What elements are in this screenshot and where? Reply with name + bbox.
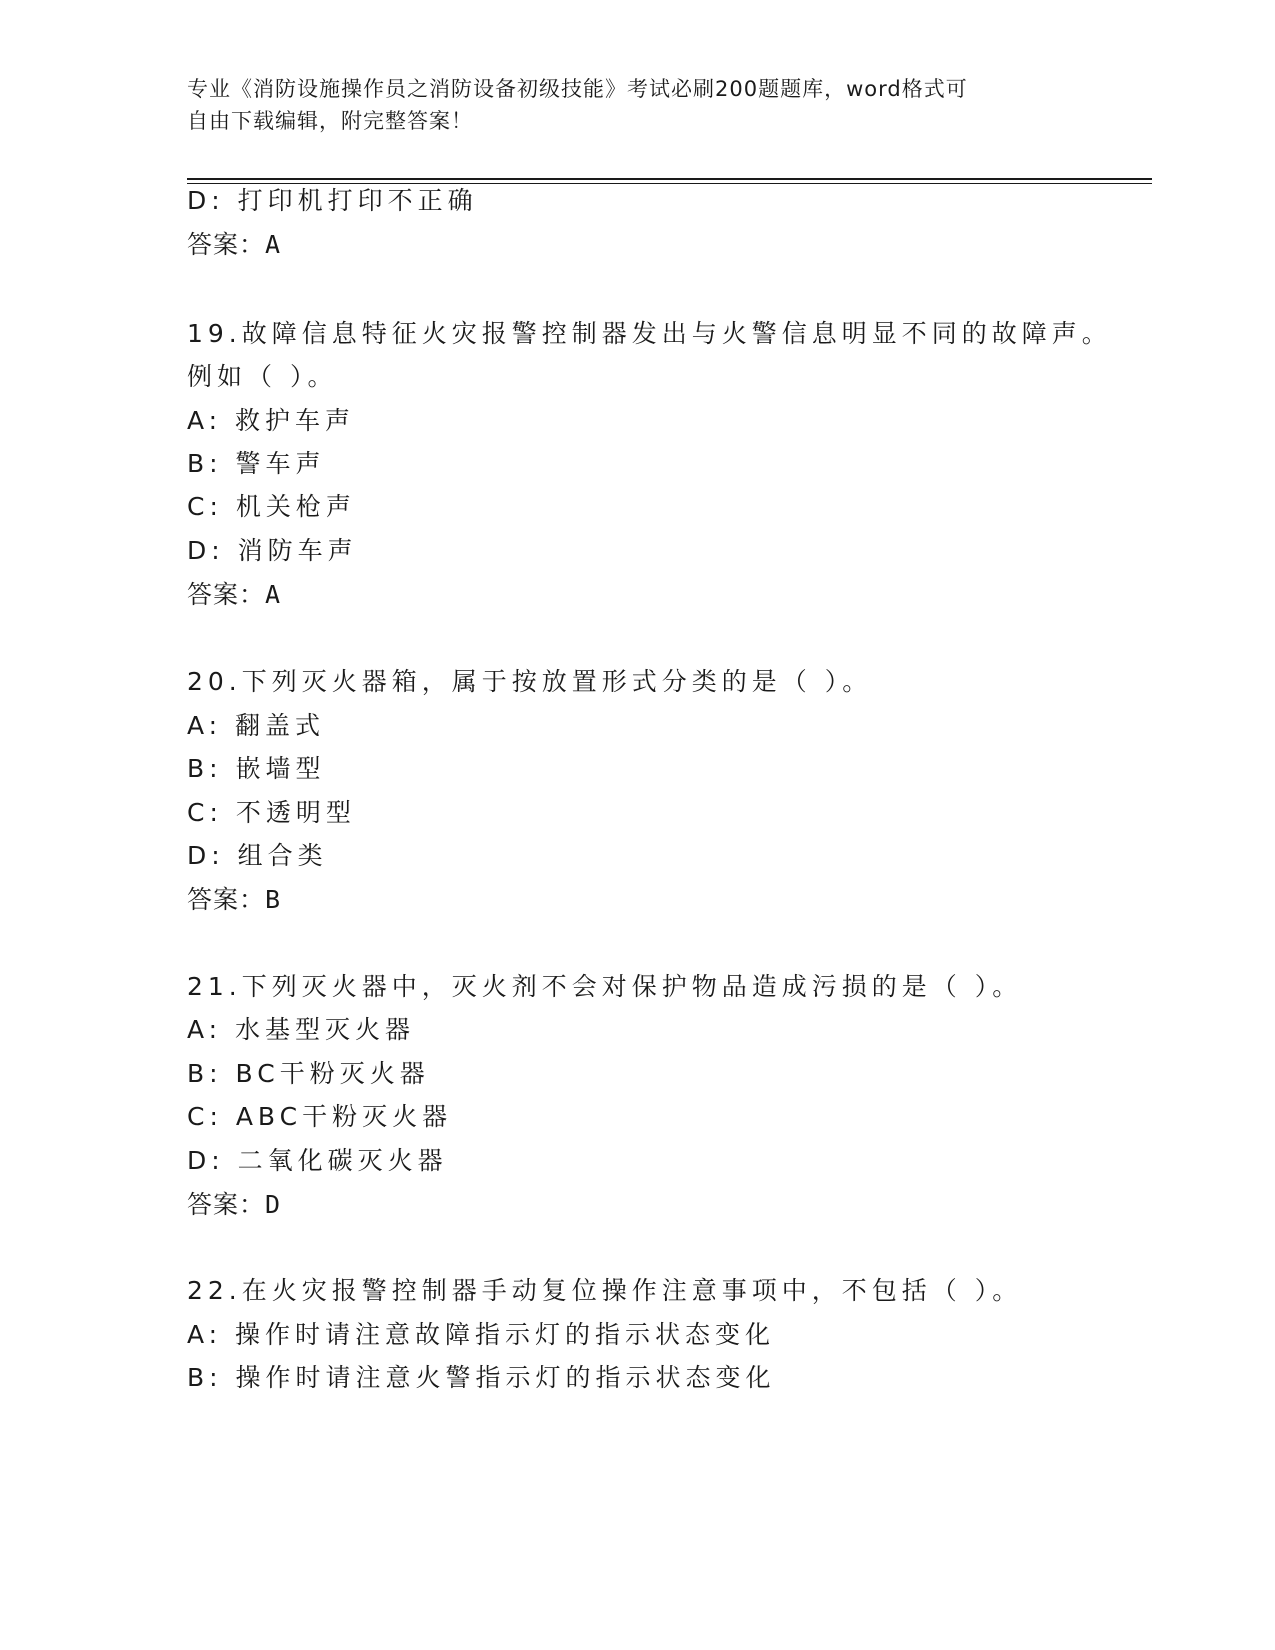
q20-option-d: D: 组合类 [187,841,328,870]
q19-answer [187,579,281,611]
q21-option-b: B: BC干粉灭火器 [187,1059,430,1088]
header-line-1: 专业《消防设施操作员之消防设备初级技能》考试必刷200题题库，word格式可 [187,77,968,101]
prev-option-d: D: 打印机打印不正确 [187,186,478,215]
q20-option-c: C: 不透明型 [187,798,356,827]
q19-option-c: C: 机关枪声 [187,492,356,521]
prev-answer [187,229,281,261]
q22-option-a: A: 操作时请注意故障指示灯的指示状态变化 [187,1320,776,1349]
answer-label: 答案： [187,580,266,609]
answer-value: A [265,580,282,609]
q19-text-line-1: 19.故障信息特征火灾报警控制器发出与火警信息明显不同的故障声。 [187,319,1112,348]
answer-value: B [265,885,282,914]
q21-option-c: C: ABC干粉灭火器 [187,1102,453,1131]
q20-text: 20.下列灭火器箱，属于按放置形式分类的是（ ）。 [187,667,873,696]
q22-text: 22.在火灾报警控制器手动复位操作注意事项中，不包括（ ）。 [187,1276,1023,1305]
q20-option-b: B: 嵌墙型 [187,754,326,783]
header-divider-thick [187,178,1152,180]
header-line-2: 自由下载编辑，附完整答案！ [187,109,473,133]
q19-text-line-2: 例如（ ）。 [187,362,338,391]
answer-value: A [265,230,282,259]
q21-text: 21.下列灭火器中，灭火剂不会对保护物品造成污损的是（ ）。 [187,972,1023,1001]
q22-option-b: B: 操作时请注意火警指示灯的指示状态变化 [187,1363,776,1392]
q20-answer [187,884,281,916]
q21-answer [187,1189,281,1221]
q19-option-a: A: 救护车声 [187,406,356,435]
q21-option-a: A: 水基型灭火器 [187,1015,416,1044]
answer-label: 答案： [187,1190,266,1219]
document-header [187,73,1067,137]
answer-label: 答案： [187,230,266,259]
header-divider-thin [187,183,1152,184]
answer-value: D [265,1190,282,1219]
q20-option-a: A: 翻盖式 [187,711,326,740]
q19-option-b: B: 警车声 [187,449,326,478]
q19-option-d: D: 消防车声 [187,536,358,565]
answer-label: 答案： [187,885,266,914]
q21-option-d: D: 二氧化碳灭火器 [187,1146,448,1175]
